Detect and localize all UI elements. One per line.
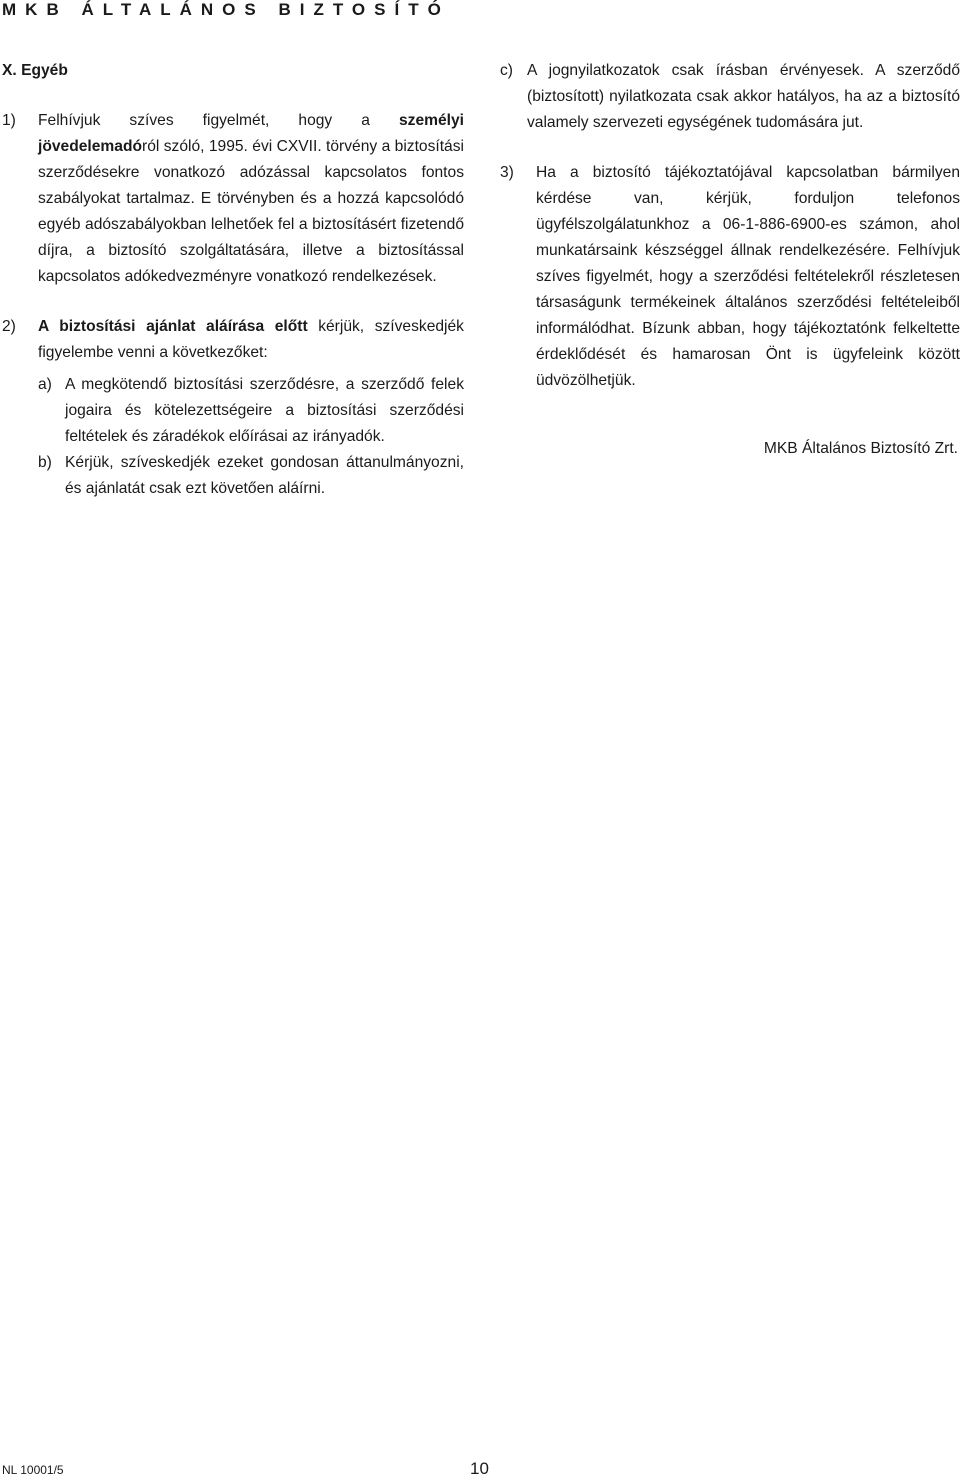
item-2-intro: A biztosítási ajánlat aláírása előtt kérjük, szíveskedjék figyelembe venni a következőket:	[38, 318, 464, 361]
item-1-bold-term: személyi jövedelemadó	[38, 112, 464, 155]
item-2-sub-c	[500, 58, 960, 136]
item-3	[500, 160, 960, 394]
item-1-number: 1)	[2, 112, 16, 129]
right-column	[500, 58, 960, 462]
item-1-text: Felhívjuk szíves figyelmét, hogy a személyi jövedelemadóról szóló, 1995. évi CXVII. törvény a biztosítási szerződésekre vonatkozó adózással kapcsolatos fontos szabályokat tartalmaz. E törvényben és a hozzá kapcsolódó egyéb adószabályokban lelhetőek fel a biztosításért fizetendő díjra, a biztosító szolgáltatására, illetve a biztosítással kapcsolatos adókedvezményre vonatkozó rendelkezések.	[38, 112, 464, 285]
signature: MKB Általános Biztosító Zrt.	[763, 440, 958, 457]
sub-b-text: Kérjük, szíveskedjék ezeket gondosan áttanulmányozni, és ajánlatát csak ezt követően aláírni.	[65, 454, 464, 497]
sub-a-label: a)	[38, 376, 52, 393]
sub-a-text: A megkötendő biztosítási szerződésre, a szerződő felek jogaira és kötelezettségeire a biztosítási szerződési feltételek és záradékok előírásai az irányadók.	[65, 376, 464, 445]
item-1	[2, 108, 464, 290]
document-code: NL 10001/5	[2, 1463, 64, 1477]
document-header: MKB ÁLTALÁNOS BIZTOSÍTÓ	[2, 0, 450, 19]
page-number: 10	[470, 1459, 489, 1478]
sub-c-text: A jognyilatkozatok csak írásban érvényesek. A szerződő (biztosított) nyilatkozata csak akkor hatályos, ha az a biztosító valamely szervezeti egységének tudomására jut.	[527, 62, 960, 131]
item-2-number: 2)	[2, 318, 16, 335]
sub-b-label: b)	[38, 454, 52, 471]
item-2-bold-term: A biztosítási ajánlat aláírása előtt	[38, 318, 308, 335]
sub-c-label: c)	[500, 62, 513, 79]
item-2-sub-a	[38, 372, 464, 450]
section-title: X. Egyéb	[2, 62, 68, 79]
item-3-number: 3)	[500, 164, 514, 181]
left-column	[2, 58, 464, 502]
item-2-sub-b	[38, 450, 464, 502]
item-2	[2, 314, 464, 502]
item-3-text: Ha a biztosító tájékoztatójával kapcsolatban bármilyen kérdése van, kérjük, forduljon telefonos ügyfélszolgálatunkhoz a 06-1-886-6900-es számon, ahol munkatársaink készséggel állnak rendelkezésére. Felhívjuk szíves figyelmét, hogy a szerződési feltételekről részletesen társaságunk termékeinek általános szerződési feltételeiből informálódhat. Bízunk abban, hogy tájékoztatónk felkeltette érdeklődését és hamarosan Önt is ügyfeleink között üdvözölhetjük.	[536, 164, 960, 389]
